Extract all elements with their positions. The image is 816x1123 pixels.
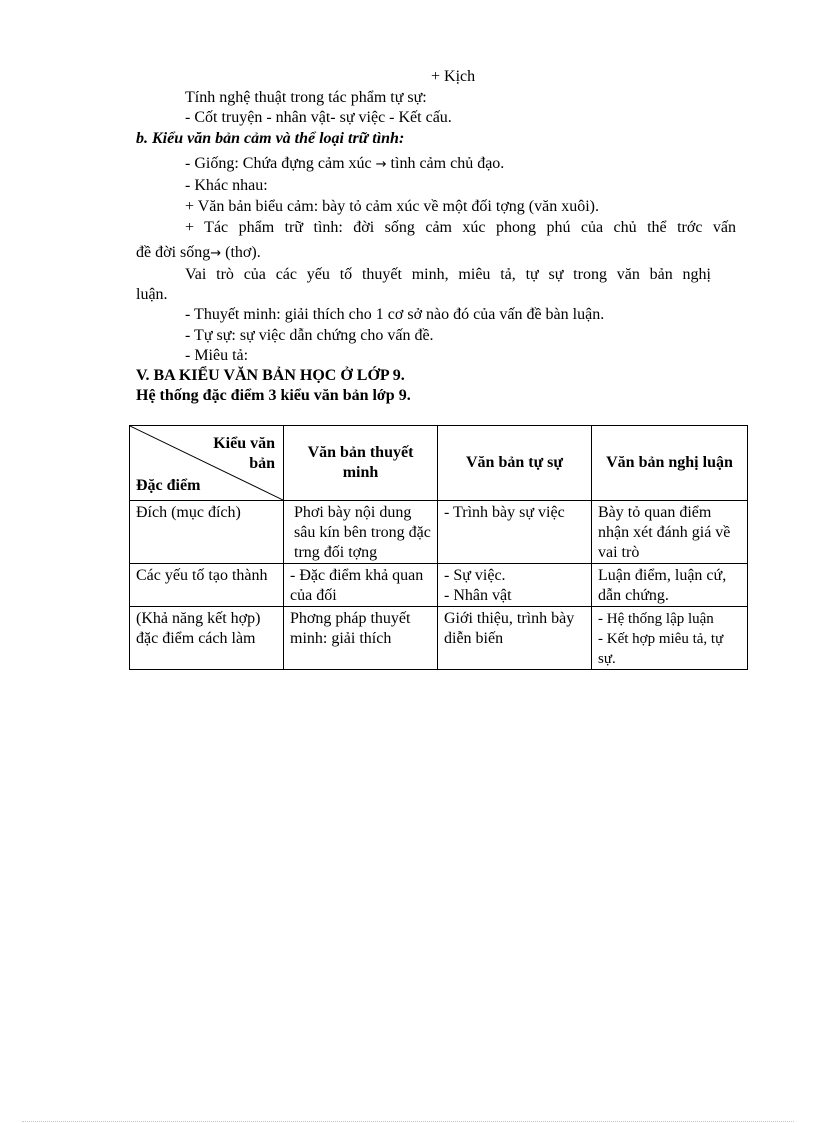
table-cell (592, 607, 748, 670)
cell-line: - Nhân vật (444, 587, 512, 604)
table-corner-cell (130, 426, 284, 501)
row-label: (Khả năng kết hợp) đặc điểm cách làm (130, 607, 284, 670)
arrow-right-icon: → (375, 157, 387, 172)
line-cot-truyen: - Cốt truyện - nhân vật- sự việc - Kết cấu. (185, 109, 452, 126)
line-vai-tro-1: Vai trò của các yếu tố thuyết minh, miêu tả, tự sự trong văn bản nghị (185, 266, 711, 283)
cell-line: - Kết hợp miêu tả, tự sự. (598, 631, 724, 667)
cell-line: - Hệ thống lập luận (598, 611, 714, 627)
heading-b: b. Kiểu văn bản cảm và thể loại trữ tình: (136, 130, 405, 147)
line-tac-pham-1: + Tác phẩm trữ tình: đời sống cảm xúc phong phú của chủ thể trớc vấn (185, 219, 736, 236)
header-thuyet-minh: Văn bản thuyết minh (284, 426, 438, 501)
line-tu-su: - Tự sự: sự việc dẫn chứng cho vấn đề. (185, 327, 434, 344)
table-header-row (130, 426, 748, 501)
table-cell: Giới thiệu, trình bày diễn biến (438, 607, 592, 670)
table-row (130, 501, 748, 564)
header-nghi-luan: Văn bản nghị luận (592, 426, 748, 501)
line-tac-pham-2-text-2: (thơ). (221, 244, 261, 261)
table-cell: Phơng pháp thuyết minh: giải thích (284, 607, 438, 670)
corner-top-line-1: Kiểu văn (213, 435, 275, 452)
cell-line: - Sự việc. (444, 567, 506, 584)
heading-he-thong: Hệ thống đặc điểm 3 kiểu văn bản lớp 9. (136, 387, 411, 404)
table-cell (438, 564, 592, 607)
arrow-right-icon: → (210, 246, 222, 261)
corner-top-label (213, 434, 275, 474)
line-tinh-nghe-thuat: Tính nghệ thuật trong tác phẩm tự sự: (185, 89, 427, 106)
line-khac-nhau: - Khác nhau: (185, 177, 268, 194)
row-label: Các yếu tố tạo thành (130, 564, 284, 607)
comparison-table (129, 425, 748, 670)
line-tac-pham-2 (136, 243, 261, 264)
line-vai-tro-2: luận. (136, 286, 168, 303)
line-kich: + Kịch (431, 68, 476, 85)
line-tac-pham-2-text: đề đời sống (136, 244, 211, 261)
corner-top-line-2: bản (249, 455, 275, 472)
table-cell: Phơi bày nội dung sâu kín bên trong đặc trng đối tợng (284, 501, 438, 564)
table-row (130, 564, 748, 607)
line-giong (185, 154, 504, 175)
table-cell: - Trình bày sự việc (438, 501, 592, 564)
line-giong-text-2: tình cảm chủ đạo. (386, 155, 505, 172)
table-row (130, 607, 748, 670)
line-giong-text: - Giống: Chứa đựng cảm xúc (185, 155, 372, 172)
heading-v: V. BA KIỂU VĂN BẢN HỌC Ở LỚP 9. (136, 367, 405, 384)
header-tu-su: Văn bản tự sự (438, 426, 592, 501)
line-vb-bieu-cam: + Văn bản biểu cảm: bày tỏ cảm xúc về một đối tợng (văn xuôi). (185, 198, 599, 215)
line-thuyet-minh: - Thuyết minh: giải thích cho 1 cơ sở nào đó của vấn đề bàn luận. (185, 306, 605, 323)
table-cell: Bày tỏ quan điểm nhận xét đánh giá về vai trò (592, 501, 748, 564)
page-footer-rule (22, 1121, 794, 1122)
table-cell: - Đặc điểm khả quan của đối (284, 564, 438, 607)
line-mieu-ta: - Miêu tả: (185, 347, 249, 364)
row-label: Đích (mục đích) (130, 501, 284, 564)
table-cell: Luận điểm, luận cứ, dẫn chứng. (592, 564, 748, 607)
corner-bottom-label: Đặc điểm (136, 477, 201, 494)
